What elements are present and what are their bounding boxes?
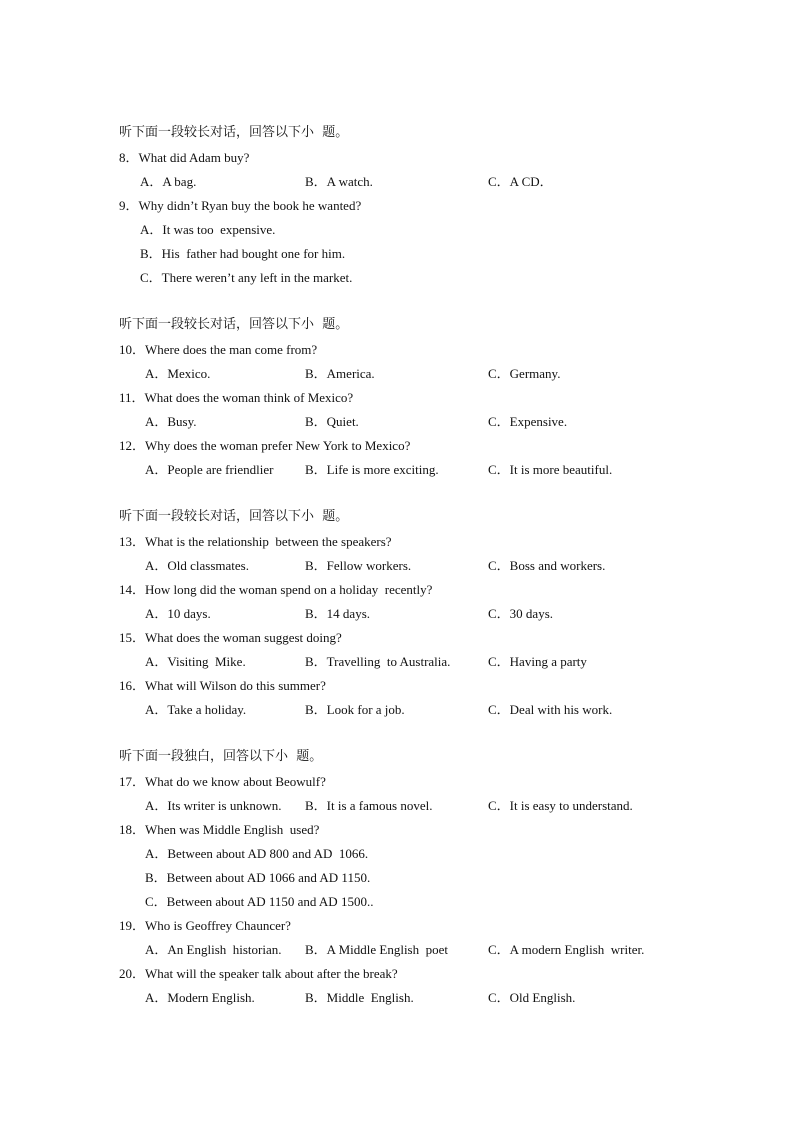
option-b: B．Quiet. <box>305 414 359 429</box>
option-b: B．A watch. <box>305 174 373 189</box>
option-b: B．Middle English. <box>305 990 414 1005</box>
option-c: C．It is more beautiful. <box>488 462 613 477</box>
option-b: B．14 days. <box>305 606 371 621</box>
question-19: 19．Who is Geoffrey Chauncer? <box>119 918 291 933</box>
question-18: 18．When was Middle English used? <box>119 822 320 837</box>
section-header: 听下面一段较长对话，回答以下小 题。 <box>119 317 349 332</box>
option-a: A．Old classmates. <box>145 558 249 573</box>
option-c: C．Deal with his work. <box>488 702 613 717</box>
question-20: 20．What will the speaker talk about after the break? <box>119 966 398 981</box>
question-9: 9．Why didn’t Ryan buy the book he wanted? <box>119 198 362 213</box>
option-a: A．10 days. <box>145 606 211 621</box>
option-c: C．Old English. <box>488 990 576 1005</box>
option-c: C．Between about AD 1150 and AD 1500.. <box>145 894 374 909</box>
option-b: B．Look for a job. <box>305 702 405 717</box>
section-header: 听下面一段独白，回答以下小 题。 <box>119 749 323 764</box>
option-c: C．Germany. <box>488 366 561 381</box>
question-15: 15．What does the woman suggest doing? <box>119 630 342 645</box>
option-a: A．An English historian. <box>145 942 282 957</box>
option-c: C．Expensive. <box>488 414 568 429</box>
question-14: 14．How long did the woman spend on a holiday recently? <box>119 582 433 597</box>
option-b: B．Life is more exciting. <box>305 462 439 477</box>
option-c: C．Boss and workers. <box>488 558 606 573</box>
option-c: C．There weren’t any left in the market. <box>140 270 353 285</box>
option-c: C．It is easy to understand. <box>488 798 633 813</box>
option-a: A．It was too expensive. <box>140 222 276 237</box>
option-b: B．Travelling to Australia. <box>305 654 451 669</box>
question-11: 11．What does the woman think of Mexico? <box>119 390 354 405</box>
option-a: A．Visiting Mike. <box>145 654 246 669</box>
option-b: B．Fellow workers. <box>305 558 412 573</box>
option-b: B．It is a famous novel. <box>305 798 433 813</box>
question-12: 12．Why does the woman prefer New York to Mexico? <box>119 438 411 453</box>
option-b: B．His father had bought one for him. <box>140 246 346 261</box>
option-a: A．Its writer is unknown. <box>145 798 282 813</box>
question-8: 8．What did Adam buy? <box>119 150 250 165</box>
question-10: 10．Where does the man come from? <box>119 342 318 357</box>
option-a: A．Modern English. <box>145 990 255 1005</box>
option-b: B．A Middle English poet <box>305 942 449 957</box>
question-16: 16．What will Wilson do this summer? <box>119 678 326 693</box>
option-c: C．30 days. <box>488 606 554 621</box>
option-c: C．A CD． <box>488 174 553 189</box>
section-header: 听下面一段较长对话，回答以下小 题。 <box>119 125 349 140</box>
option-a: A．Busy. <box>145 414 197 429</box>
option-c: C．A modern English writer. <box>488 942 645 957</box>
option-b: B．Between about AD 1066 and AD 1150. <box>145 870 371 885</box>
option-a: A．A bag. <box>140 174 197 189</box>
option-a: A．Between about AD 800 and AD 1066. <box>145 846 369 861</box>
option-a: A．Mexico. <box>145 366 211 381</box>
option-b: B．America. <box>305 366 375 381</box>
question-17: 17．What do we know about Beowulf? <box>119 774 326 789</box>
section-header: 听下面一段较长对话，回答以下小 题。 <box>119 509 349 524</box>
option-c: C．Having a party <box>488 654 587 669</box>
option-a: A．People are friendlier <box>145 462 274 477</box>
option-a: A．Take a holiday. <box>145 702 247 717</box>
question-13: 13．What is the relationship between the speakers? <box>119 534 392 549</box>
